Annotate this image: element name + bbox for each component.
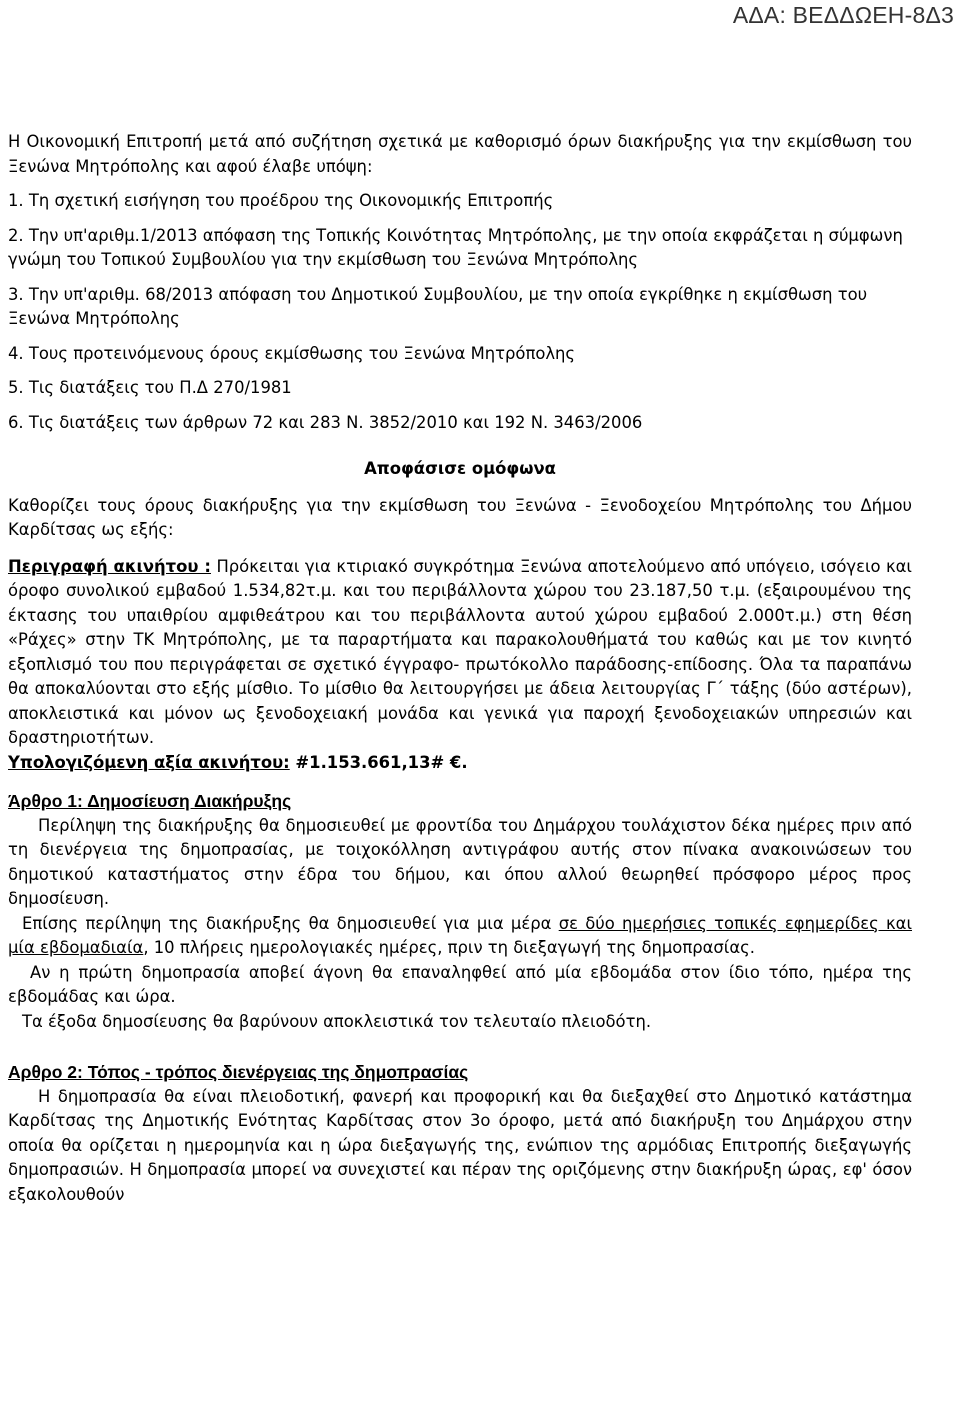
decision-title: Αποφάσισε ομόφωνα (364, 459, 556, 478)
property-value-amount: #1.153.661,13# €. (289, 752, 468, 772)
article1-paragraph (8, 912, 912, 961)
list-item: 5. Τις διατάξεις του Π.Δ 270/1981 (8, 378, 292, 397)
article1-paragraph: Αν η πρώτη δημοπρασία αποβεί άγονη θα επαναληφθεί από μία εβδομάδα στον ίδιο τόπο, ημέρα της εβδομάδας και ώρα. (8, 962, 912, 1006)
property-value (8, 751, 912, 776)
property-description (8, 555, 912, 751)
article1-p2-start: Επίσης περίληψη της διακήρυξης θα δημοσιευθεί για μια μέρα (22, 913, 559, 933)
list-item: 6. Τις διατάξεις των άρθρων 72 και 283 Ν. 3852/2010 και 192 Ν. 3463/2006 (8, 412, 643, 432)
list-item: 1. Τη σχετική εισήγηση του προέδρου της Οικονομικής Επιτροπής (8, 191, 554, 210)
property-description-text: Πρόκειται για κτιριακό συγκρότημα Ξενώνα αποτελούμενο από υπόγειο, ισόγειο και όροφο συνολικού εμβαδού 1.534,82τ.μ. και του περιβάλλοντα χώρου του 23.187,50 τ.μ. (εξαιρουμένου της έκτασης του υπαιθρίου αμφιθεάτρου και του περιβάλλοντα αυτού χώρου εμβαδού 2.000τ.μ.) στη θέση «Ράχες» στην ΤΚ Μητρόπολης, με τα παραρτήματα και παρακολουθήματά του καθώς και με τον κινητό εξοπλισμό του που περιγράφεται σε σχετικό έγγραφο- πρωτόκολλο παράδοσης-επίδοσης. Όλα τα παραπάνω θα αποκαλύονται στο εξής μίσθιο. Το μίσθιο θα λειτουργήσει με άδεια λειτουργίας Γ΄ τάξης (δύο αστέρων), αποκλειστικά και μόνον ως ξενοδοχειακή μονάδα και γενικά για παροχή ξενοδοχειακών υπηρεσιών και δραστηριοτήτων. (8, 556, 912, 747)
document-body (8, 130, 912, 1207)
intro-paragraph: Η Οικονομική Επιτροπή μετά από συζήτηση σχετικά με καθορισμό όρων διακήρυξης για την εκμίσθωση του Ξενώνα Μητρόπολης και αφού έλαβε υπόψη: (8, 132, 912, 176)
list-item: 4. Τους προτεινόμενους όρους εκμίσθωσης του Ξενώνα Μητρόπολης (8, 343, 576, 363)
article1-title: Άρθρο 1: Δημοσίευση Διακήρυξης (8, 791, 292, 811)
list-item: 3. Την υπ'αριθμ. 68/2013 απόφαση του Δημοτικού Συμβουλίου, με την οποία εγκρίθηκε η εκμίσθωση του Ξενώνα Μητρόπολης (8, 284, 868, 328)
article1-p2-end: , 10 πλήρεις ημερολογιακές ημέρες, πριν τη διεξαγωγή της δημοπρασίας. (143, 938, 755, 957)
article1-paragraph: Τα έξοδα δημοσίευσης θα βαρύνουν αποκλειστικά τον τελευταίο πλειοδότη. (22, 1011, 652, 1031)
article2-paragraph: Η δημοπρασία θα είναι πλειοδοτική, φανερή και προφορική και θα διεξαχθεί στο Δημοτικό κατάστημα Καρδίτσας της Δημοτικής Ενότητας Καρδίτσας στον 3ο όροφο, μετά από διακήρυξη του Δημάρχου στην οποία θα ορίζεται η ημερομηνία και η ώρα διεξαγωγής της, ενώπιον της αρμόδιας Επιτροπής διεξαγωγής δημοπρασιών. Η δημοπρασία μπορεί να συνεχιστεί και πέραν της οριζόμενης στην διακήρυξη ώρας, εφ' όσον εξακολουθούν (8, 1086, 912, 1204)
property-description-label: Περιγραφή ακινήτου : (8, 556, 211, 576)
property-value-label: Υπολογιζόμενη αξία ακινήτου: (8, 752, 290, 772)
decision-text: Καθορίζει τους όρους διακήρυξης για την εκμίσθωση του Ξενώνα - Ξενοδοχείου Μητρόπολης του Δήμου Καρδίτσας ως εξής: (8, 495, 912, 539)
article2-title: Αρθρο 2: Τόπος - τρόπος διενέργειας της δημοπρασίας (8, 1062, 469, 1082)
article1-p2-underlined: σε δύο ημερήσιες τοπικές εφημερίδες και μία εβδομαδιαία (8, 913, 912, 957)
article1-paragraph: Περίληψη της διακήρυξης θα δημοσιευθεί με φροντίδα του Δημάρχου τουλάχιστον δέκα ημέρες πριν από τη διενέργεια της δημοπρασίας, με τοιχοκόλληση αντιγράφου αυτής στον πίνακα ανακοινώσεων του δημοτικού καταστήματος στην έδρα του δήμου, και όπου αλλού θεωρηθεί πρόσφορο μέρος προς δημοσίευση. (8, 815, 912, 908)
list-item: 2. Την υπ'αριθμ.1/2013 απόφαση της Τοπικής Κοινότητας Μητρόπολης, με την οποία εκφράζεται η σύμφωνη γνώμη του Τοπικού Συμβουλίου για την εκμίσθωση του Ξενώνα Μητρόπολης (8, 225, 903, 269)
ada-code: ΑΔΑ: ΒΕΔΔΩΕΗ-8Δ3 (732, 2, 954, 28)
